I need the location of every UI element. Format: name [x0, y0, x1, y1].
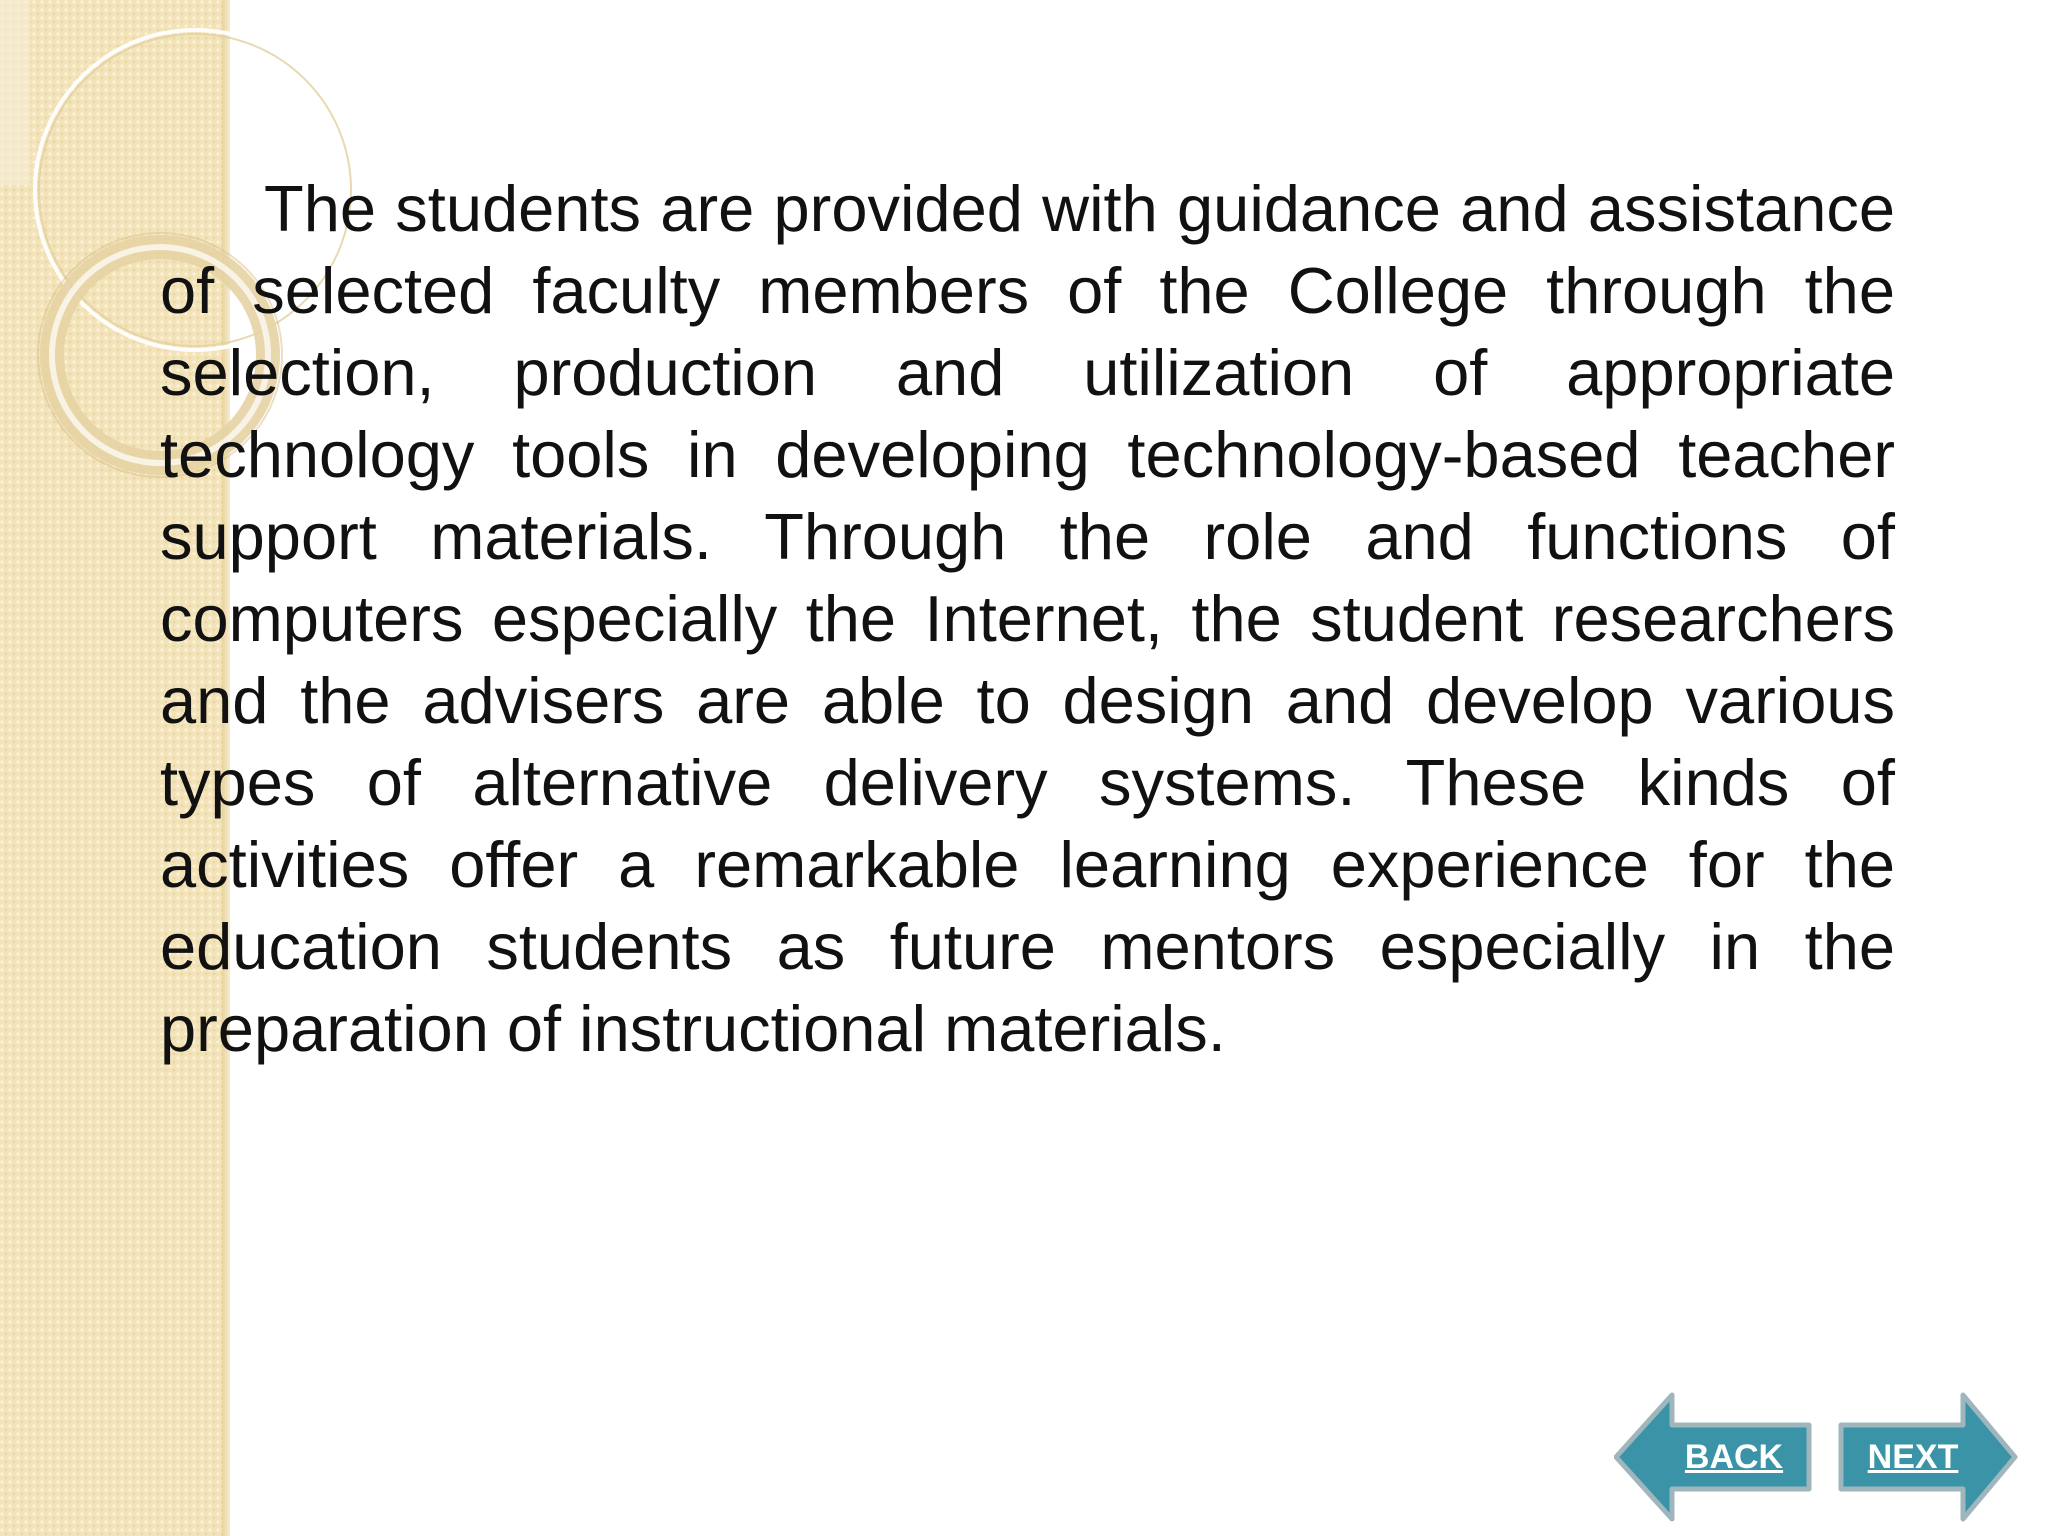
back-button[interactable] [1614, 1392, 1814, 1522]
next-button-label: NEXT [1867, 1438, 1959, 1476]
next-button[interactable] [1838, 1392, 2018, 1522]
back-button-label: BACK [1684, 1438, 1784, 1476]
body-paragraph: The students are provided with guidance and assistance of selected faculty members of the College through the selection, production and utilization of appropriate technology tools in developing technology-based teacher support materials. Through the role and functions of computers especially the Internet, the student researchers and the advisers are able to design and develop various types of alternative delivery systems. These kinds of activities offer a remarkable learning experience for the education students as future mentors especially in the preparation of instructional materials. [160, 172, 1895, 1065]
